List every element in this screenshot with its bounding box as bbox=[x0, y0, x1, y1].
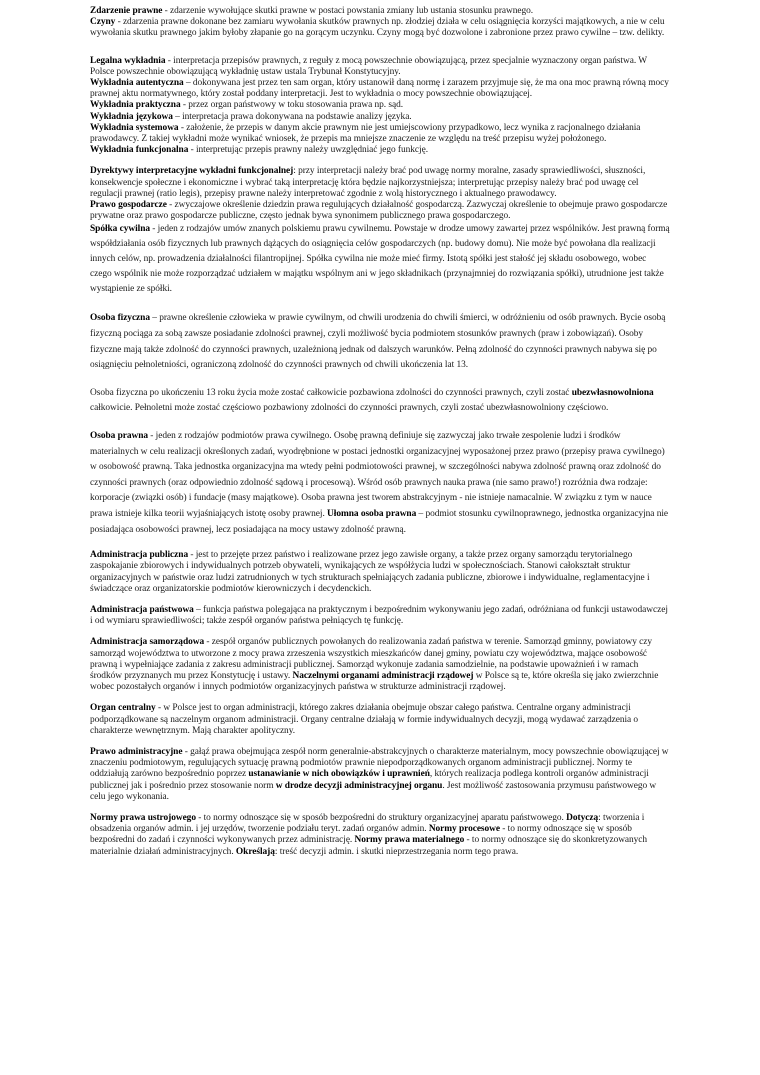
text-run: - to normy odnoszące się w sposób bezpośredni do zadań i czynności wykonywanych przez administrację. bbox=[90, 824, 632, 846]
text-run: - założenie, że przepis w danym akcie prawnym nie jest umiejscowiony przypadkowo, lecz wynika z racjonalnego działania prawodawcy. Z takiej wykładni może wynikać wniosek, że przepis ma mniejsze znaczenie ze względu na treść przepisu wyżej położonego. bbox=[90, 122, 641, 145]
text-run: - zespół organów publicznych powołanych do realizowania zadań państwa w terenie. Samorząd gminny, powiatowy czy samorząd województwa to utworzone z mocy prawa zrzeszenia wszystkich mieszkańców danej gminy, powiatu czy województwa, mające osobowość prawną i wypełniające zadania z zakresu administracji publicznej. Samorząd wykonuje zadania samodzielnie, na podstawie upoważnień i w ramach środków przyznanych mu przez Konstytucję i ustawy. bbox=[90, 637, 653, 681]
term: Dyrektywy interpretacyjne wykładni funkcjonalnej bbox=[90, 166, 294, 177]
term: Dotyczą bbox=[566, 813, 599, 824]
text-run: – podmiot stosunku cywilnoprawnego, jednostka organizacyjna nie posiadająca osobowości prawnej, lecz posiadająca na mocy ustawy zdolność prawną. bbox=[90, 508, 669, 535]
text-run: całkowicie. Pełnoletni może zostać częściowo pozbawiony zdolności do czynności prawnych, czyli zostać ubezwłasnowolniony częściowo. bbox=[90, 403, 609, 414]
term: Prawo administracyjne bbox=[90, 747, 183, 758]
section-ubezwlasnowolnienie bbox=[90, 386, 670, 417]
term: Wykładnia językowa bbox=[90, 111, 173, 122]
paragraph bbox=[90, 78, 670, 100]
term: Wykładnia systemowa bbox=[90, 122, 179, 133]
paragraph bbox=[90, 637, 670, 693]
text-run: - to normy odnoszące się do skonkretyzowanych materialnie działań administracyjnych. bbox=[90, 835, 648, 857]
term: Normy prawa materialnego bbox=[354, 835, 465, 846]
text-run: – prawne określenie człowieka w prawie cywilnym, od chwili urodzenia do chwili śmierci, w odróżnieniu od osób prawnych. Bycie osobą fizyczną pociąga za sobą zawsze posiadanie zdolności prawnej, czyli możliwość bycia podmiotem stosunków prawnych (praw i zobowiązań). Osoby fizyczne mają także zdolność do czynności prawnych, uzależnioną jednak od dalszych warunków. Pełną zdolność do czynności prawnych nabywa się po osiągnięciu pełnoletniości, ograniczoną zdolność do czynności prawnych od chwili ukończenia lat 13. bbox=[90, 313, 666, 371]
text-run: - jest to przejęte przez państwo i realizowane przez jego zawisłe organy, a także przez organy samorządu terytorialnego zaspokajanie zbiorowych i indywidualnych potrzeb obywateli, wynikających ze współżycia ludzi w społecznościach. Stanowi całokształt struktur organizacyjnych w państwie oraz ludzi zatrudnionych w tych strukturach spełniających zadania publiczne, zbiorowe i indywidualne, reglamentacyjne i świadczące oraz organizatorskie podmiotów kierowniczych i decydenckich. bbox=[90, 550, 650, 594]
text-run: - w Polsce jest to organ administracji, którego zakres działania obejmuje obszar całego państwa. Centralne organy administracji podporządkowane są naczelnym organom administracji. Organy centralne działają w formie indywidualnych decyzji, mogą wydawać zarządzenia o charakterze wewnętrznym. Mają charakter apolityczny. bbox=[90, 703, 639, 736]
section-admin-publiczna bbox=[90, 550, 670, 595]
term: Administracja samorządowa bbox=[90, 637, 205, 648]
term: Zdarzenie prawne bbox=[90, 6, 163, 16]
term: Wykładnia praktyczna bbox=[90, 100, 181, 111]
text-run: - zwyczajowe określenie dziedzin prawa regulujących działalność gospodarczą. Zazwyczaj określenie to obejmuje prawo gospodarcze prywatne oraz prawo gospodarcze publiczne, często jednak bywa synonimem publicznego prawa gospodarczego. bbox=[90, 200, 668, 222]
paragraph bbox=[90, 311, 670, 373]
text-run: - jeden z rodzajów umów znanych polskiemu prawu cywilnemu. Powstaje w drodze umowy zawartej przez wspólników. Jest prawną formą współdziałania osób fizycznych lub prawnych dążących do osiągnięcia celów gospodarczych (np. budowy domu). Nie może być powołana dla realizacji innych celów, np. prowadzenia działalności filantropijnej. Spółka cywilna nie może mieć firmy. Istotą spółki jest stałość jej składu osobowego, wobec czego wspólnik nie może rozporządzać udziałem w majątku wspólnym ani w jego składnikach (przynajmniej do rozwiązania spółki), utrudnione jest także wystąpienie ze spółki. bbox=[90, 224, 670, 295]
text-run: - to normy odnoszące się w sposób bezpośredni do struktury organizacyjnej aparatu państwowego. bbox=[195, 813, 567, 824]
paragraph bbox=[90, 429, 670, 538]
paragraph bbox=[90, 123, 670, 145]
paragraph bbox=[90, 200, 670, 222]
section-osoba-fizyczna bbox=[90, 311, 670, 373]
term: Naczelnymi organami administracji rządowej bbox=[292, 671, 474, 681]
document-page bbox=[90, 6, 670, 858]
term: Normy prawa ustrojowego bbox=[90, 813, 196, 824]
term: Wykładnia autentyczna bbox=[90, 78, 184, 89]
section-zdarzenie bbox=[90, 6, 670, 40]
text-run: - zdarzenia prawne dokonane bez zamiaru wywołania skutków prawnych np. złodziej działa w celu osiągnięcia korzyści majątkowych, a nie w celu wywołania skutku prawnego jakim byłoby złapanie go na gorącym uczynku. Czyny mogą być dozwolone i zabronione przez prawo cywilne – tzw. delikty. bbox=[90, 17, 665, 39]
paragraph bbox=[90, 6, 670, 17]
term: Legalna wykładnia bbox=[90, 55, 166, 66]
text-run: Osoba fizyczna po ukończeniu 13 roku życia może zostać całkowicie pozbawiona zdolności do czynności prawnych, czyli zostać bbox=[90, 387, 572, 398]
paragraph bbox=[90, 813, 670, 858]
term: ustanawianie w nich obowiązków i uprawnień bbox=[248, 769, 430, 780]
paragraph bbox=[90, 145, 670, 156]
text-run: : tworzenia i obsadzenia organów admin. i jej urzędów, tworzenie podziału teryt. zadań organów admin. bbox=[90, 813, 645, 835]
text-run: w Polsce są te, które określa się jako zwierzchnie wobec pozostałych organów i innych podmiotów organizacyjnych państwa w strukturze administracji rządowej. bbox=[90, 671, 659, 693]
text-run: - interpretacja przepisów prawnych, z reguły z mocą powszechnie obowiązującą, przez specjalnie wyznaczony organ państwa. W Polsce powszechnie obowiązującą wykładnię ustaw ustala Trybunał Konstytucyjny. bbox=[90, 55, 647, 77]
section-osoba-prawna bbox=[90, 429, 670, 538]
term: Normy procesowe bbox=[428, 824, 501, 835]
term: Administracja publiczna bbox=[90, 550, 189, 561]
text-run: - jeden z rodzajów podmiotów prawa cywilnego. Osobę prawną definiuje się zazwyczaj jako trwałe zespolenie ludzi i środków materialnych w celu realizacji określonych zadań, wyodrębnione w postaci jednostki organizacyjnej wyposażonej przez prawo (przepisy prawa cywilnego) w osobowość prawną. Taka jednostka organizacyjna ma wtedy pełni podmiotowości prawnej, w szczególności nabywa zdolność prawną oraz zdolność do czynności prawnych (oraz odpowiednio zdolność sądową i procesową). Wśród osób prawnych nauka prawa (nie samo prawo!) rozróżnia dwa rodzaje: korporacje (związki osób) i fundacje (masy majątkowe). Osoba prawna jest tworem abstrakcyjnym - nie istnieje namacalnie. W związku z tym w nauce prawa istnieje kilka teorii wyjaśniających istotę osoby prawnej. bbox=[90, 431, 665, 519]
section-admin-samorzadowa bbox=[90, 637, 670, 693]
term: Ułomna osoba prawna bbox=[327, 508, 417, 519]
term: Prawo gospodarcze bbox=[90, 200, 167, 211]
paragraph bbox=[90, 550, 670, 595]
section-admin-panstwowa bbox=[90, 605, 670, 627]
text-run: - gałąź prawa obejmująca zespół norm generalnie-abstrakcyjnych o charakterze materialnym, mocy powszechnie obowiązującej w znaczeniu podmiotowym, regulujących sytuację prawną podmiotów prawnie niepodporządkowanych organom administracji publicznej. Normy te oddziałują zarówno bezpośrednio poprzez bbox=[90, 747, 669, 780]
text-run: , których realizacja podlega kontroli organów administracji publicznej jak i pośrednio przez stosowanie norm bbox=[90, 769, 649, 791]
paragraph bbox=[90, 100, 670, 111]
section-organ-centralny bbox=[90, 703, 670, 737]
section-dyrektywy bbox=[90, 166, 670, 297]
paragraph bbox=[90, 222, 670, 297]
text-run: – dokonywana jest przez ten sam organ, który ustanowił daną normę i zarazem przyjmuje się, że ma ona moc prawną równą mocy prawnej aktu normatywnego, który został poddany interpretacji. Jest to wykładnia o mocy powszechnie obowiązującej. bbox=[90, 78, 669, 100]
text-run: : przy interpretacji należy brać pod uwagę normy moralne, zasady sprawiedliwości, słuszności, konsekwencje społeczne i ekonomiczne i wybrać taką interpretację która będzie najkorzystniejsza; interpretując przepisy należy brać pod uwagę cel regulacji prawnej (ratio legis), przepisy prawne należy interpretować zgodnie z wolą historycznego i aktualnego prawodawcy. bbox=[90, 166, 646, 199]
paragraph bbox=[90, 703, 670, 737]
paragraph bbox=[90, 747, 670, 803]
term: Administracja państwowa bbox=[90, 604, 194, 615]
term: ubezwłasnowolniona bbox=[571, 387, 654, 398]
section-prawo-admin bbox=[90, 747, 670, 803]
term: w drodze decyzji administracyjnej organu bbox=[275, 780, 443, 791]
paragraph bbox=[90, 17, 670, 39]
text-run: – funkcja państwa polegająca na praktycznym i bezpośrednim wykonywaniu jego zadań, odróżniana od funkcji ustawodawczej i od wymiaru sprawiedliwości; także zespół organów państwa pełniących tę funkcję. bbox=[90, 604, 668, 627]
text-run: . Jest możliwość zastosowania przymusu państwowego w celu jego wykonania. bbox=[90, 780, 657, 802]
text-run: - przez organ państwowy w toku stosowania prawa np. sąd. bbox=[180, 100, 404, 111]
term: Organ centralny bbox=[90, 703, 156, 714]
text-run: – interpretacja prawa dokonywana na podstawie analizy języka. bbox=[172, 111, 412, 122]
paragraph bbox=[90, 166, 670, 200]
paragraph bbox=[90, 112, 670, 123]
term: Wykładnia funkcjonalna bbox=[90, 145, 189, 156]
paragraph bbox=[90, 386, 670, 417]
text-run: : treść decyzji admin. i skutki nieprzestrzegania norm tego prawa. bbox=[274, 846, 519, 857]
term: Spółka cywilna bbox=[90, 224, 150, 235]
section-normy bbox=[90, 813, 670, 858]
text-run: - interpretując przepis prawny należy uwzględniać jego funkcję. bbox=[188, 145, 428, 156]
term: Osoba fizyczna bbox=[90, 313, 150, 324]
paragraph bbox=[90, 56, 670, 78]
paragraph bbox=[90, 605, 670, 627]
text-run: - zdarzenie wywołujące skutki prawne w postaci powstania zmiany lub ustania stosunku prawnego. bbox=[162, 6, 534, 16]
term: Określają bbox=[235, 846, 275, 857]
section-wykladnia bbox=[90, 56, 670, 157]
term: Osoba prawna bbox=[90, 431, 149, 442]
term: Czyny bbox=[90, 17, 116, 28]
